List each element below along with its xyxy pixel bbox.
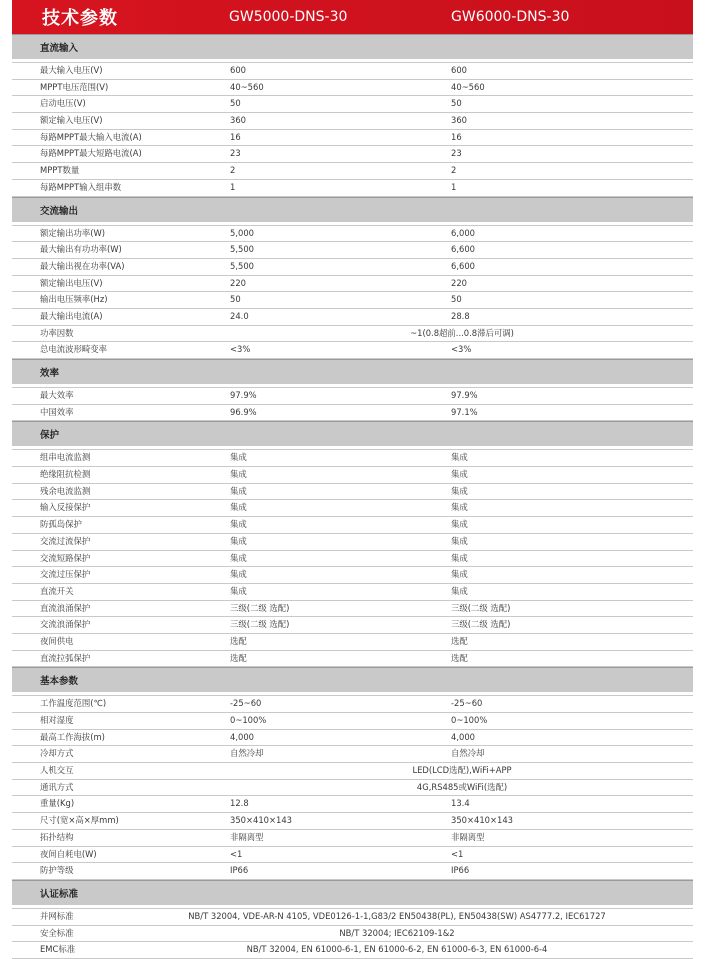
row-label: 最大输入电压(V) xyxy=(40,65,103,75)
table-row xyxy=(12,746,693,763)
row-value-model-2: 16 xyxy=(451,131,462,142)
section-rows xyxy=(12,225,693,360)
table-row xyxy=(12,813,693,830)
row-value-model-2: IP66 xyxy=(451,865,470,876)
model-header-2: GW6000-DNS-30 xyxy=(451,9,570,25)
table-row xyxy=(12,62,693,80)
row-value-model-1: 5,500 xyxy=(230,260,254,271)
row-label: 拓扑结构 xyxy=(40,831,74,842)
row-value-model-2: 集成 xyxy=(451,535,468,546)
row-label: 组串电流监测 xyxy=(40,452,91,463)
row-value-model-1: 选配 xyxy=(230,652,247,663)
row-label: 输入反接保护 xyxy=(40,502,91,513)
section-header: 直流输入 xyxy=(12,34,693,59)
row-value-model-1: IP66 xyxy=(230,865,249,876)
row-label: 交流短路保护 xyxy=(40,552,91,563)
row-label: 输出电压频率(Hz) xyxy=(40,294,108,305)
row-label: 最高工作海拔(m) xyxy=(40,731,105,742)
row-label: 夜间自耗电(W) xyxy=(40,848,97,859)
row-shared-value: NB/T 32004, EN 61000-6-1, EN 61000-6-2, EN 61000-6-3, EN 61000-6-4 xyxy=(246,944,548,955)
row-value-model-1: 选配 xyxy=(230,635,247,646)
table-row xyxy=(12,387,693,405)
table-row xyxy=(12,225,693,243)
row-label: 最大输出视在功率(VA) xyxy=(40,260,125,271)
row-shared-value: NB/T 32004, VDE-AR-N 4105, VDE0126-1-1,G83/2 EN50438(PL), EN50438(SW) AS4777.2, IEC61727 xyxy=(188,910,606,921)
row-label: 防孤岛保护 xyxy=(40,519,82,530)
row-label: 相对湿度 xyxy=(40,715,74,725)
section-rows xyxy=(12,908,693,959)
row-value-model-1: <1 xyxy=(230,848,243,859)
table-row xyxy=(12,863,693,880)
model-header-1: GW5000-DNS-30 xyxy=(229,9,348,25)
row-value-model-1: 4,000 xyxy=(230,731,254,742)
row-value-model-1: 1 xyxy=(230,181,236,192)
row-value-model-1: <3% xyxy=(230,344,251,355)
row-value-model-1: 96.9% xyxy=(230,406,257,417)
row-label: 人机交互 xyxy=(40,765,74,776)
section-rows xyxy=(12,449,693,667)
table-row xyxy=(12,617,693,634)
row-label: 总电流波形畸变率 xyxy=(40,344,107,355)
row-value-model-1: 集成 xyxy=(230,519,247,530)
row-label: 防护等级 xyxy=(40,865,74,876)
row-label: 冷却方式 xyxy=(40,748,74,759)
row-label: 交流浪涌保护 xyxy=(40,619,91,630)
row-value-model-2: 50 xyxy=(451,294,462,305)
row-label: 每路MPPT输入组串数 xyxy=(40,181,122,192)
row-value-model-2: 三级(二级 选配) xyxy=(451,619,511,630)
table-row xyxy=(12,467,693,484)
row-value-model-2: 6,600 xyxy=(451,244,475,255)
row-label: 夜间供电 xyxy=(40,635,74,646)
table-row xyxy=(12,517,693,534)
table-row xyxy=(12,780,693,797)
row-label: 交流过压保护 xyxy=(40,569,91,580)
table-row xyxy=(12,130,693,147)
row-value-model-2: 集成 xyxy=(451,585,468,596)
row-value-model-1: 23 xyxy=(230,148,241,159)
row-label: 最大输出电流(A) xyxy=(40,310,103,321)
table-row xyxy=(12,113,693,130)
row-value-model-1: 12.8 xyxy=(230,798,249,809)
row-value-model-2: 集成 xyxy=(451,485,468,496)
row-value-model-2: 28.8 xyxy=(451,310,470,321)
row-value-model-1: 非隔离型 xyxy=(230,831,264,842)
table-row xyxy=(12,180,693,197)
section-header: 保护 xyxy=(12,421,693,446)
table-row xyxy=(12,405,693,422)
table-row xyxy=(12,326,693,343)
row-value-model-2: 6,600 xyxy=(451,260,475,271)
row-value-model-2: 6,000 xyxy=(451,227,475,238)
row-value-model-2: <3% xyxy=(451,344,472,355)
table-row xyxy=(12,292,693,309)
row-value-model-1: 集成 xyxy=(230,452,247,463)
row-value-model-2: 350×410×143 xyxy=(451,815,513,826)
section-header: 认证标准 xyxy=(12,880,693,905)
row-value-model-2: 23 xyxy=(451,148,462,159)
row-value-model-2: 集成 xyxy=(451,502,468,513)
row-label: 额定输出功率(W) xyxy=(40,227,106,238)
table-row xyxy=(12,567,693,584)
table-row xyxy=(12,342,693,359)
section-header: 交流输出 xyxy=(12,197,693,222)
table-row xyxy=(12,80,693,97)
row-label: MPPT数量 xyxy=(40,165,80,176)
row-value-model-2: 集成 xyxy=(451,519,468,530)
row-value-model-1: 40~560 xyxy=(230,81,264,92)
row-value-model-2: 40~560 xyxy=(451,81,485,92)
row-value-model-1: 16 xyxy=(230,131,241,142)
row-value-model-1: 集成 xyxy=(230,469,247,480)
row-label: 中国效率 xyxy=(40,406,74,417)
row-value-model-2: 220 xyxy=(451,277,467,288)
section-rows xyxy=(12,695,693,880)
row-value-model-2: 97.1% xyxy=(451,406,478,417)
row-label: 额定输出电压(V) xyxy=(40,277,103,288)
row-label: 直流拉弧保护 xyxy=(40,652,91,663)
table-row xyxy=(12,449,693,467)
row-value-model-1: 0~100% xyxy=(230,715,267,725)
row-label: 残余电流监测 xyxy=(40,485,91,496)
row-label: 每路MPPT最大短路电流(A) xyxy=(40,148,142,159)
row-label: EMC标准 xyxy=(40,944,76,955)
row-label: 并网标准 xyxy=(40,910,74,921)
table-row xyxy=(12,276,693,293)
row-value-model-2: 1 xyxy=(451,181,457,192)
table-row xyxy=(12,259,693,276)
row-label: 重量(Kg) xyxy=(40,798,75,809)
table-row xyxy=(12,96,693,113)
row-value-model-2: 13.4 xyxy=(451,798,470,809)
row-shared-value: NB/T 32004; IEC62109-1&2 xyxy=(339,927,455,938)
table-row xyxy=(12,830,693,847)
row-value-model-2: 2 xyxy=(451,165,457,176)
row-label: MPPT电压范围(V) xyxy=(40,81,109,92)
table-row xyxy=(12,242,693,259)
row-label: 功率因数 xyxy=(40,327,74,338)
row-value-model-2: -25~60 xyxy=(451,698,483,709)
table-row xyxy=(12,847,693,864)
row-value-model-1: 600 xyxy=(230,65,246,75)
row-value-model-2: 600 xyxy=(451,65,467,75)
table-row xyxy=(12,908,693,926)
section-header: 效率 xyxy=(12,359,693,384)
row-label: 最大效率 xyxy=(40,390,74,400)
table-row xyxy=(12,309,693,326)
row-value-model-1: 350×410×143 xyxy=(230,815,292,826)
row-label: 安全标准 xyxy=(40,927,74,938)
table-row xyxy=(12,634,693,651)
row-value-model-1: 集成 xyxy=(230,569,247,580)
row-label: 额定输入电压(V) xyxy=(40,115,103,126)
row-value-model-1: 24.0 xyxy=(230,310,249,321)
table-row xyxy=(12,713,693,730)
header-bar xyxy=(12,0,693,34)
row-label: 每路MPPT最大输入电流(A) xyxy=(40,131,142,142)
row-label: 直流浪涌保护 xyxy=(40,602,91,613)
table-row xyxy=(12,551,693,568)
row-value-model-2: 选配 xyxy=(451,635,468,646)
row-value-model-1: 三级(二级 选配) xyxy=(230,602,290,613)
table-row xyxy=(12,730,693,747)
table-row xyxy=(12,763,693,780)
page-title: 技术参数 xyxy=(42,8,118,29)
row-value-model-2: 集成 xyxy=(451,569,468,580)
row-value-model-2: 集成 xyxy=(451,552,468,563)
section-rows xyxy=(12,62,693,197)
table-row xyxy=(12,146,693,163)
row-value-model-2: 4,000 xyxy=(451,731,475,742)
row-value-model-2: 选配 xyxy=(451,652,468,663)
table-row xyxy=(12,163,693,180)
row-label: 最大输出有功功率(W) xyxy=(40,244,122,255)
section-header: 基本参数 xyxy=(12,667,693,692)
row-value-model-2: 360 xyxy=(451,115,467,126)
section-rows xyxy=(12,387,693,421)
spec-table xyxy=(12,34,693,959)
row-value-model-1: 97.9% xyxy=(230,390,257,400)
row-label: 启动电压(V) xyxy=(40,98,86,109)
table-row xyxy=(12,695,693,713)
row-value-model-1: 220 xyxy=(230,277,246,288)
row-label: 尺寸(宽×高×厚mm) xyxy=(40,815,119,826)
row-value-model-1: 5,500 xyxy=(230,244,254,255)
row-value-model-1: 50 xyxy=(230,98,241,109)
row-value-model-1: -25~60 xyxy=(230,698,262,709)
row-value-model-2: 三级(二级 选配) xyxy=(451,602,511,613)
row-value-model-2: 集成 xyxy=(451,469,468,480)
row-value-model-1: 50 xyxy=(230,294,241,305)
row-value-model-1: 集成 xyxy=(230,585,247,596)
row-value-model-1: 5,000 xyxy=(230,227,254,238)
row-value-model-1: 集成 xyxy=(230,502,247,513)
table-row xyxy=(12,942,693,959)
row-label: 绝缘阻抗检测 xyxy=(40,469,91,480)
row-value-model-2: 50 xyxy=(451,98,462,109)
row-value-model-2: 0~100% xyxy=(451,715,488,725)
row-value-model-2: <1 xyxy=(451,848,464,859)
row-shared-value: ~1(0.8超前...0.8滞后可调) xyxy=(410,327,514,338)
row-value-model-2: 97.9% xyxy=(451,390,478,400)
row-value-model-1: 2 xyxy=(230,165,236,176)
row-value-model-2: 非隔离型 xyxy=(451,831,485,842)
row-label: 通讯方式 xyxy=(40,781,74,792)
table-row xyxy=(12,534,693,551)
row-value-model-1: 集成 xyxy=(230,552,247,563)
row-value-model-1: 360 xyxy=(230,115,246,126)
table-row xyxy=(12,584,693,601)
row-label: 工作温度范围(℃) xyxy=(40,698,107,709)
table-row xyxy=(12,500,693,517)
row-value-model-1: 集成 xyxy=(230,535,247,546)
table-row xyxy=(12,926,693,943)
table-row xyxy=(12,796,693,813)
row-value-model-2: 自然冷却 xyxy=(451,748,485,759)
table-row xyxy=(12,651,693,668)
row-shared-value: LED(LCD选配),WiFi+APP xyxy=(412,765,512,776)
row-value-model-1: 三级(二级 选配) xyxy=(230,619,290,630)
row-label: 交流过流保护 xyxy=(40,535,91,546)
row-value-model-1: 集成 xyxy=(230,485,247,496)
row-label: 直流开关 xyxy=(40,585,74,596)
row-value-model-1: 自然冷却 xyxy=(230,748,264,759)
table-row xyxy=(12,601,693,618)
row-value-model-2: 集成 xyxy=(451,452,468,463)
table-row xyxy=(12,484,693,501)
row-shared-value: 4G,RS485或WiFi(选配) xyxy=(416,781,508,792)
